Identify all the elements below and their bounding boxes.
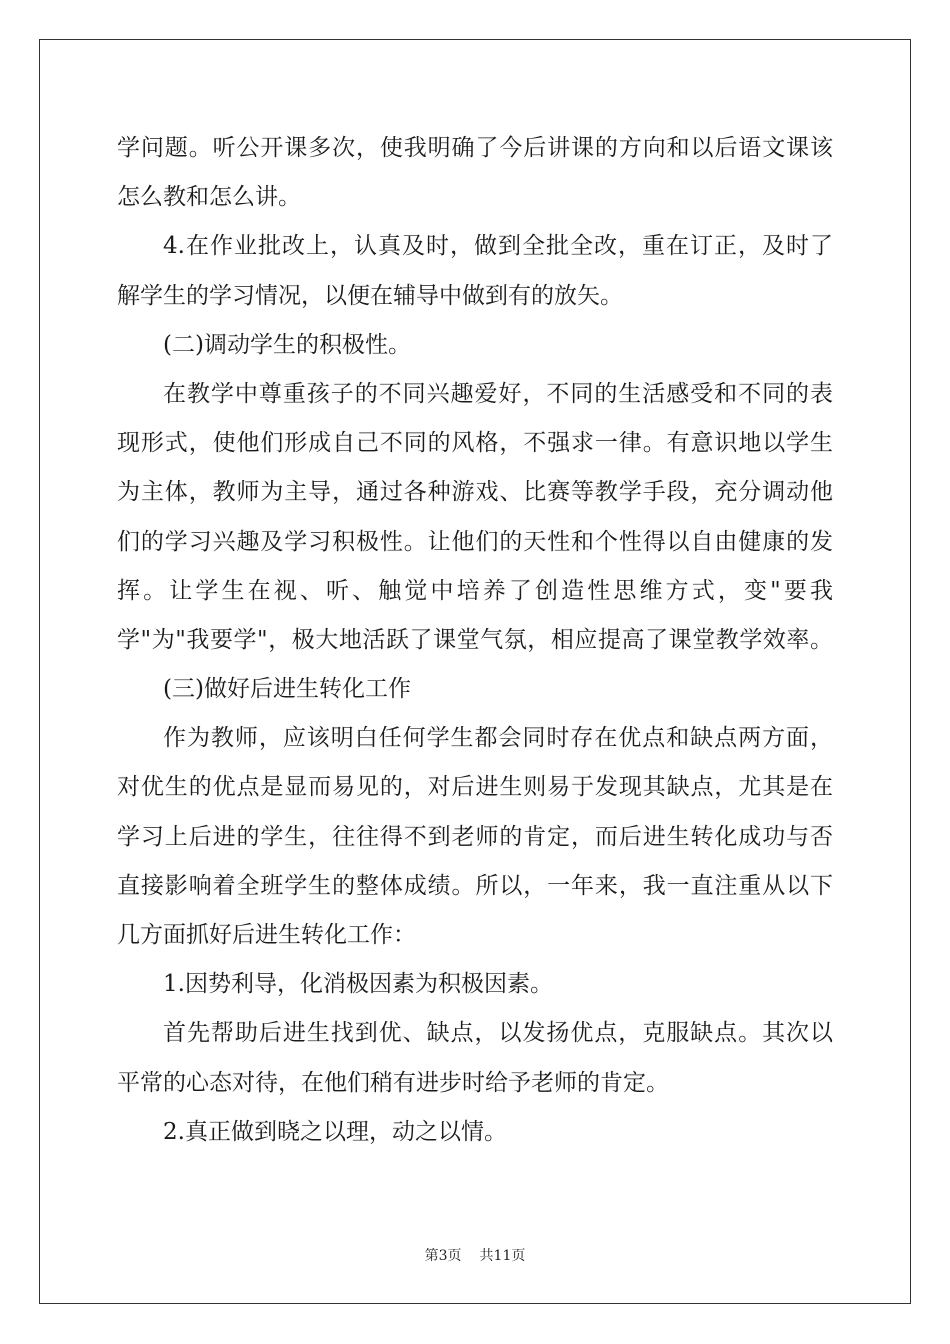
- text-line: 学习上后进的学生，往往得不到老师的肯定，而后进生转化成功与否: [117, 823, 833, 850]
- text-line: 2.真正做到晓之以理，动之以情。: [163, 1118, 507, 1145]
- text-line: 挥。让学生在视、听、触觉中培养了创造性思维方式，变"要我: [117, 577, 833, 604]
- text-line: 怎么教和怎么讲。: [117, 184, 301, 211]
- text-line: (三)做好后进生转化工作: [163, 676, 411, 703]
- document-body: [117, 124, 833, 1157]
- text-line: 几方面抓好后进生转化工作：: [117, 922, 416, 948]
- text-line: 对优生的优点是显而易见的，对后进生则易于发现其缺点，尤其是在: [117, 774, 833, 801]
- text-line: 首先帮助后进生找到优、缺点，以发扬优点，克服缺点。其次以: [163, 1020, 833, 1047]
- text-line: 学问题。听公开课多次，使我明确了今后讲课的方向和以后语文课该: [117, 135, 833, 161]
- text-line: 4.在作业批改上，认真及时，做到全批全改，重在订正，及时了: [163, 233, 833, 260]
- text-line: (二)调动学生的积极性。: [163, 331, 411, 358]
- text-line: 现形式，使他们形成自己不同的风格，不强求一律。有意识地以学生: [117, 430, 833, 457]
- text-line: 平常的心态对待，在他们稍有进步时给予老师的肯定。: [117, 1069, 669, 1096]
- page-number: 第3页: [424, 1248, 462, 1264]
- text-line: 在教学中尊重孩子的不同兴趣爱好，不同的生活感受和不同的表: [163, 380, 833, 407]
- text-line: 直接影响着全班学生的整体成绩。所以，一年来，我一直注重从以下: [117, 872, 833, 899]
- page-footer: [0, 1245, 950, 1265]
- text-line: 为主体，教师为主导，通过各种游戏、比赛等教学手段，充分调动他: [117, 479, 833, 506]
- text-line: 1.因势利导，化消极因素为积极因素。: [163, 971, 553, 998]
- text-line: 作为教师，应该明白任何学生都会同时存在优点和缺点两方面，: [163, 725, 833, 752]
- text-line: 学"为"我要学"，极大地活跃了课堂气氛，相应提高了课堂教学效率。: [117, 626, 833, 653]
- page-total: 共11页: [479, 1248, 526, 1264]
- text-line: 们的学习兴趣及学习积极性。让他们的天性和个性得以自由健康的发: [117, 528, 833, 555]
- text-line: 解学生的学习情况，以便在辅导中做到有的放矢。: [117, 282, 623, 309]
